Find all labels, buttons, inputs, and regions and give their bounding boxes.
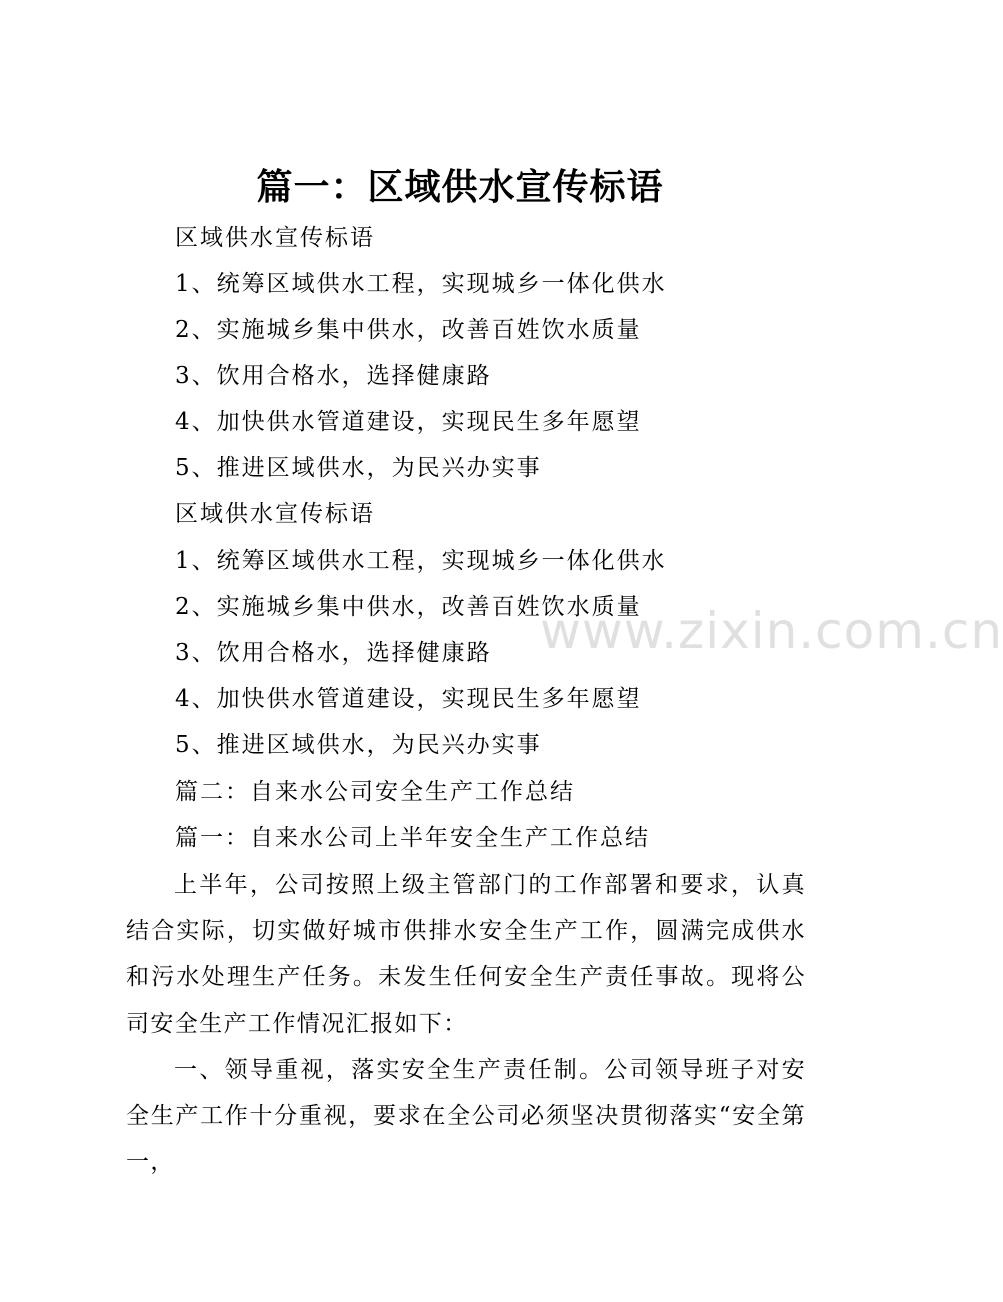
slogan-line: 4、加快供水管道建设，实现民生多年愿望: [175, 409, 642, 435]
slogan-heading: 区域供水宣传标语: [175, 501, 375, 527]
slogan-heading: 区域供水宣传标语: [175, 225, 375, 251]
slogan-line: 5、推进区域供水，为民兴办实事: [175, 455, 542, 481]
watermark: www.zixin.com.cn: [540, 602, 1003, 660]
slogan-line: 3、饮用合格水，选择健康路: [175, 640, 492, 666]
section-heading: 篇二：自来水公司安全生产工作总结: [175, 779, 575, 805]
slogan-line: 1、统筹区域供水工程，实现城乡一体化供水: [175, 548, 667, 574]
slogan-line: 5、推进区域供水，为民兴办实事: [175, 732, 542, 758]
slogan-line: 2、实施城乡集中供水，改善百姓饮水质量: [175, 317, 642, 343]
slogan-line: 2、实施城乡集中供水，改善百姓饮水质量: [175, 594, 642, 620]
body-paragraph: 上半年，公司按照上级主管部门的工作部署和要求，认真结合实际，切实做好城市供排水安全生产工作，圆满完成供水和污水处理生产任务。未发生任何安全生产责任事故。现将公司安全生产工作情况汇报如下：: [126, 872, 806, 1037]
section-heading: 篇一：自来水公司上半年安全生产工作总结: [175, 825, 650, 851]
page-title: 篇一：区域供水宣传标语: [256, 166, 664, 208]
slogan-line: 4、加快供水管道建设，实现民生多年愿望: [175, 686, 642, 712]
slogan-line: 3、饮用合格水，选择健康路: [175, 363, 492, 389]
slogan-line: 1、统筹区域供水工程，实现城乡一体化供水: [175, 271, 667, 297]
body-paragraph: 一、领导重视，落实安全生产责任制。公司领导班子对安全生产工作十分重视，要求在全公司必须坚决贯彻落实“安全第一，: [126, 1057, 806, 1176]
